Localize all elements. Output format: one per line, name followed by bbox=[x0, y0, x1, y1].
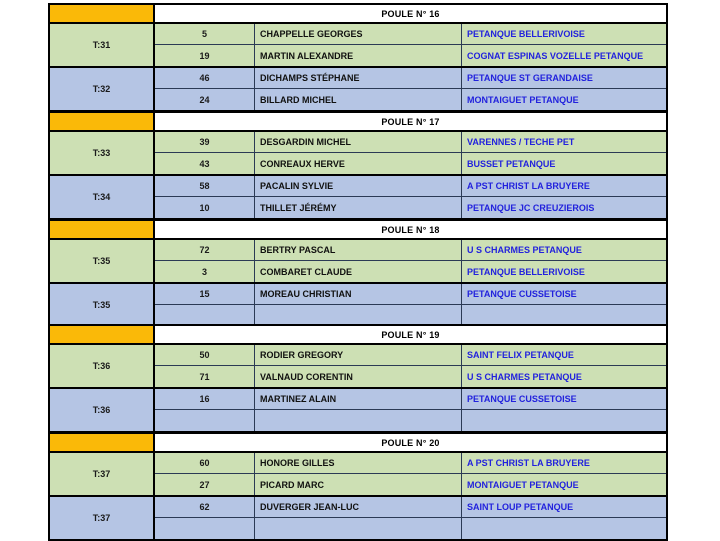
poule-header-row bbox=[50, 434, 666, 453]
player-row[interactable] bbox=[155, 176, 666, 197]
player-name: VALNAUD CORENTIN bbox=[255, 366, 462, 387]
player-number: 24 bbox=[155, 89, 255, 110]
poule-block bbox=[48, 3, 668, 112]
player-name: THILLET JÉRÉMY bbox=[255, 197, 462, 218]
team-group bbox=[50, 497, 666, 539]
player-number: 10 bbox=[155, 197, 255, 218]
player-name: MARTINEZ ALAIN bbox=[255, 389, 462, 409]
player-name: DESGARDIN MICHEL bbox=[255, 132, 462, 152]
player-club: MONTAIGUET PETANQUE bbox=[467, 94, 579, 105]
poule-color-tag bbox=[50, 113, 155, 130]
player-name: CHAPPELLE GEORGES bbox=[255, 24, 462, 44]
player-number bbox=[155, 410, 255, 431]
player-name: MARTIN ALEXANDRE bbox=[255, 45, 462, 66]
player-club: U S CHARMES PETANQUE bbox=[467, 371, 582, 382]
poule-title: POULE N° 19 bbox=[155, 326, 666, 343]
poule-header-row bbox=[50, 113, 666, 132]
player-club bbox=[462, 518, 666, 539]
poule-color-tag bbox=[50, 326, 155, 343]
player-name: MOREAU CHRISTIAN bbox=[255, 284, 462, 304]
player-row[interactable] bbox=[155, 153, 666, 174]
player-number: 43 bbox=[155, 153, 255, 174]
player-number: 39 bbox=[155, 132, 255, 152]
player-club: SAINT LOUP PETANQUE bbox=[467, 502, 574, 512]
team-label: T:36 bbox=[50, 345, 155, 387]
player-row[interactable] bbox=[155, 366, 666, 387]
team-label: T:37 bbox=[50, 453, 155, 495]
team-group bbox=[50, 284, 666, 326]
poule-color-tag bbox=[50, 5, 155, 22]
player-row[interactable] bbox=[155, 89, 666, 110]
poule-color-tag bbox=[50, 434, 155, 451]
player-number: 15 bbox=[155, 284, 255, 304]
player-name bbox=[255, 305, 462, 326]
team-group bbox=[50, 176, 666, 218]
player-club: U S CHARMES PETANQUE bbox=[467, 245, 582, 255]
player-club: PETANQUE CUSSETOISE bbox=[467, 394, 577, 404]
team-label: T:37 bbox=[50, 497, 155, 539]
poule-header-row bbox=[50, 5, 666, 24]
player-club: SAINT FELIX PETANQUE bbox=[467, 350, 574, 360]
player-number: 3 bbox=[155, 261, 255, 282]
player-name: COMBARET CLAUDE bbox=[255, 261, 462, 282]
poule-block bbox=[48, 324, 668, 433]
player-club: A PST CHRIST LA BRUYERE bbox=[467, 181, 590, 191]
player-club: PETANQUE JC CREUZIEROIS bbox=[467, 202, 595, 213]
player-name: PACALIN SYLVIE bbox=[255, 176, 462, 196]
player-number bbox=[155, 518, 255, 539]
player-number: 27 bbox=[155, 474, 255, 495]
poule-block bbox=[48, 432, 668, 541]
player-row[interactable] bbox=[155, 305, 666, 326]
player-name: BILLARD MICHEL bbox=[255, 89, 462, 110]
player-row[interactable] bbox=[155, 197, 666, 218]
team-label: T:35 bbox=[50, 240, 155, 282]
player-row[interactable] bbox=[155, 24, 666, 45]
player-row[interactable] bbox=[155, 132, 666, 153]
player-number: 19 bbox=[155, 45, 255, 66]
player-row[interactable] bbox=[155, 497, 666, 518]
player-club: PETANQUE BELLERIVOISE bbox=[467, 29, 585, 39]
player-number: 62 bbox=[155, 497, 255, 517]
player-name: HONORE GILLES bbox=[255, 453, 462, 473]
player-number: 16 bbox=[155, 389, 255, 409]
player-club: COGNAT ESPINAS VOZELLE PETANQUE bbox=[467, 50, 644, 61]
player-club: MONTAIGUET PETANQUE bbox=[467, 479, 579, 490]
poule-title: POULE N° 17 bbox=[155, 113, 666, 130]
team-group bbox=[50, 24, 666, 68]
player-number: 46 bbox=[155, 68, 255, 88]
team-label: T:33 bbox=[50, 132, 155, 174]
poule-color-tag bbox=[50, 221, 155, 238]
player-name: DUVERGER JEAN-LUC bbox=[255, 497, 462, 517]
player-number bbox=[155, 305, 255, 326]
player-club: PETANQUE CUSSETOISE bbox=[467, 289, 577, 299]
player-number: 50 bbox=[155, 345, 255, 365]
team-group bbox=[50, 132, 666, 176]
player-name: RODIER GREGORY bbox=[255, 345, 462, 365]
player-number: 58 bbox=[155, 176, 255, 196]
player-row[interactable] bbox=[155, 389, 666, 410]
player-club: VARENNES / TECHE PET bbox=[467, 137, 575, 147]
team-label: T:36 bbox=[50, 389, 155, 431]
player-club: PETANQUE ST GERANDAISE bbox=[467, 73, 593, 83]
player-club bbox=[462, 305, 666, 326]
team-group bbox=[50, 240, 666, 284]
player-name bbox=[255, 518, 462, 539]
player-club: A PST CHRIST LA BRUYERE bbox=[467, 458, 590, 468]
team-label: T:31 bbox=[50, 24, 155, 66]
player-name: BERTRY PASCAL bbox=[255, 240, 462, 260]
poule-header-row bbox=[50, 326, 666, 345]
player-row[interactable] bbox=[155, 453, 666, 474]
team-group bbox=[50, 345, 666, 389]
player-row[interactable] bbox=[155, 284, 666, 305]
player-row[interactable] bbox=[155, 45, 666, 66]
player-club bbox=[462, 410, 666, 431]
player-name: DICHAMPS STÉPHANE bbox=[255, 68, 462, 88]
player-number: 72 bbox=[155, 240, 255, 260]
poule-title: POULE N° 16 bbox=[155, 5, 666, 22]
player-row[interactable] bbox=[155, 410, 666, 431]
player-number: 5 bbox=[155, 24, 255, 44]
team-label: T:34 bbox=[50, 176, 155, 218]
player-club: PETANQUE BELLERIVOISE bbox=[467, 266, 585, 277]
player-row[interactable] bbox=[155, 518, 666, 539]
player-name: PICARD MARC bbox=[255, 474, 462, 495]
poule-block bbox=[48, 111, 668, 220]
team-group bbox=[50, 453, 666, 497]
poule-block bbox=[48, 219, 668, 328]
team-label: T:32 bbox=[50, 68, 155, 110]
player-row[interactable] bbox=[155, 345, 666, 366]
player-row[interactable] bbox=[155, 261, 666, 282]
player-name bbox=[255, 410, 462, 431]
team-label: T:35 bbox=[50, 284, 155, 326]
player-club: BUSSET PETANQUE bbox=[467, 158, 556, 169]
player-row[interactable] bbox=[155, 240, 666, 261]
player-number: 71 bbox=[155, 366, 255, 387]
poule-title: POULE N° 18 bbox=[155, 221, 666, 238]
team-group bbox=[50, 68, 666, 110]
player-name: CONREAUX HERVE bbox=[255, 153, 462, 174]
player-number: 60 bbox=[155, 453, 255, 473]
poule-title: POULE N° 20 bbox=[155, 434, 666, 451]
poule-header-row bbox=[50, 221, 666, 240]
player-row[interactable] bbox=[155, 474, 666, 495]
team-group bbox=[50, 389, 666, 431]
player-row[interactable] bbox=[155, 68, 666, 89]
